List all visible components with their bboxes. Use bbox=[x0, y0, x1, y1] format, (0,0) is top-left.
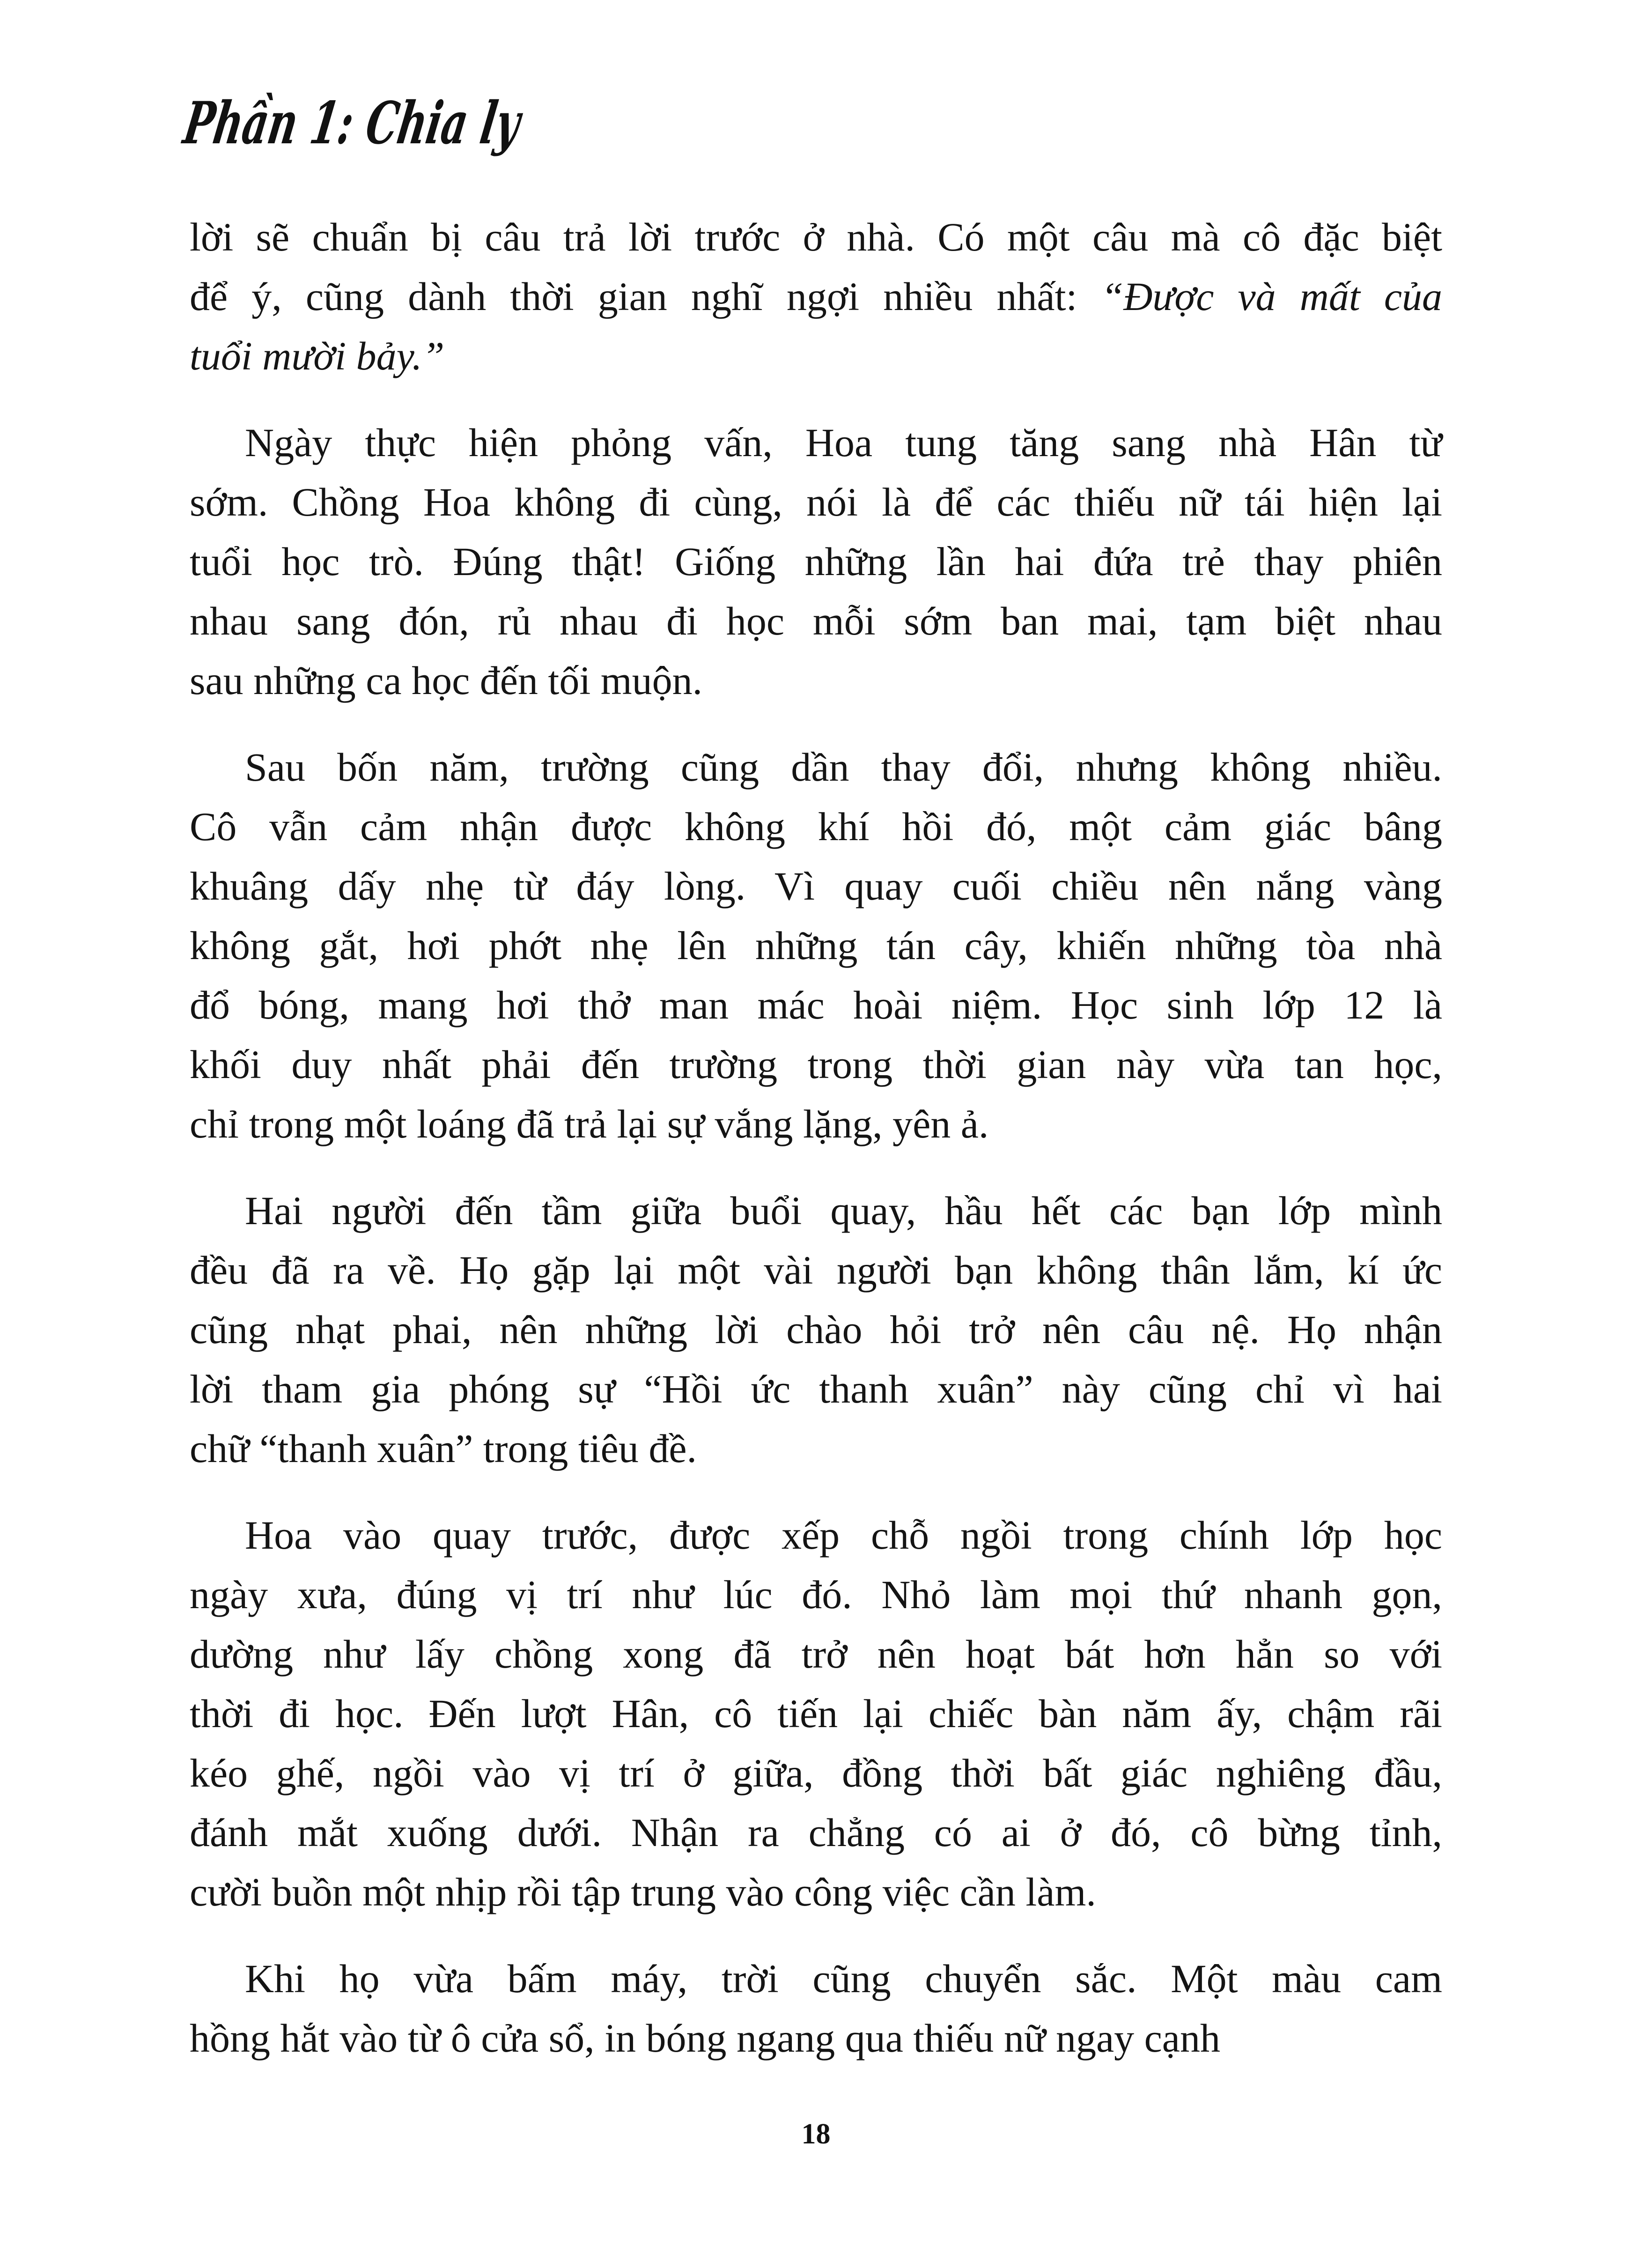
text-line bbox=[190, 1506, 1442, 1565]
paragraph bbox=[190, 207, 1442, 386]
paragraph bbox=[190, 413, 1442, 710]
text-line bbox=[190, 1743, 1442, 1803]
text-line bbox=[190, 2009, 1442, 2068]
text-line bbox=[190, 651, 1442, 710]
text-line bbox=[190, 591, 1442, 651]
text-run: khối duy nhất phải đến trường trong thời gian này vừa tan học, bbox=[190, 1042, 1442, 1087]
page-number: 18 bbox=[801, 2118, 831, 2150]
text-line bbox=[190, 1949, 1442, 2009]
text-line bbox=[190, 473, 1442, 532]
italic-text-run: tuổi mười bảy.” bbox=[190, 333, 445, 378]
text-line bbox=[190, 532, 1442, 591]
text-line bbox=[190, 413, 1442, 473]
paragraph bbox=[190, 1506, 1442, 1922]
text-run: thời đi học. Đến lượt Hân, cô tiến lại chiếc bàn năm ấy, chậm rãi bbox=[190, 1691, 1442, 1736]
text-run: để ý, cũng dành thời gian nghĩ ngợi nhiều nhất: bbox=[190, 274, 1101, 319]
text-line bbox=[190, 916, 1442, 975]
text-run: không gắt, hơi phớt nhẹ lên những tán cây, khiến những tòa nhà bbox=[190, 923, 1442, 968]
text-run: đổ bóng, mang hơi thở man mác hoài niệm. Học sinh lớp 12 là bbox=[190, 983, 1442, 1027]
text-run: sớm. Chồng Hoa không đi cùng, nói là để các thiếu nữ tái hiện lại bbox=[190, 480, 1442, 525]
text-line bbox=[190, 1181, 1442, 1241]
text-run: Ngày thực hiện phỏng vấn, Hoa tung tăng sang nhà Hân từ bbox=[245, 420, 1442, 465]
text-run: sau những ca học đến tối muộn. bbox=[190, 658, 703, 703]
text-line bbox=[190, 1359, 1442, 1419]
text-run: đánh mắt xuống dưới. Nhận ra chẳng có ai ở đó, cô bừng tỉnh, bbox=[190, 1810, 1442, 1855]
text-line bbox=[190, 1094, 1442, 1154]
italic-text-run: “Được và mất của bbox=[1101, 274, 1442, 319]
text-run: cũng nhạt phai, nên những lời chào hỏi trở nên câu nệ. Họ nhận bbox=[190, 1307, 1442, 1352]
text-run: nhau sang đón, rủ nhau đi học mỗi sớm ban mai, tạm biệt nhau bbox=[190, 598, 1442, 643]
text-run: chỉ trong một loáng đã trả lại sự vắng lặng, yên ả. bbox=[190, 1101, 989, 1146]
text-line bbox=[190, 1803, 1442, 1862]
text-line bbox=[190, 1241, 1442, 1300]
text-run: ngày xưa, đúng vị trí như lúc đó. Nhỏ làm mọi thứ nhanh gọn, bbox=[190, 1572, 1442, 1617]
text-line bbox=[190, 975, 1442, 1035]
body-text bbox=[190, 207, 1442, 2068]
text-run: cười buồn một nhịp rồi tập trung vào công việc cần làm. bbox=[190, 1869, 1096, 1914]
text-run: tuổi học trò. Đúng thật! Giống những lần hai đứa trẻ thay phiên bbox=[190, 539, 1442, 584]
chapter-header: Phần 1: Chia ly bbox=[179, 89, 525, 157]
text-run: Cô vẫn cảm nhận được không khí hồi đó, một cảm giác bâng bbox=[190, 804, 1442, 849]
text-line bbox=[190, 857, 1442, 916]
text-run: chữ “thanh xuân” trong tiêu đề. bbox=[190, 1426, 697, 1471]
text-run: Sau bốn năm, trường cũng dần thay đổi, nhưng không nhiều. bbox=[245, 745, 1442, 790]
text-line bbox=[190, 1300, 1442, 1359]
text-line bbox=[190, 738, 1442, 797]
text-line bbox=[190, 1684, 1442, 1743]
text-line bbox=[190, 1862, 1442, 1922]
text-run: hồng hắt vào từ ô cửa sổ, in bóng ngang qua thiếu nữ ngay cạnh bbox=[190, 2016, 1220, 2061]
text-line bbox=[190, 326, 1442, 386]
text-line bbox=[190, 1625, 1442, 1684]
text-line bbox=[190, 1035, 1442, 1094]
paragraph bbox=[190, 738, 1442, 1154]
text-run: đều đã ra về. Họ gặp lại một vài người bạn không thân lắm, kí ức bbox=[190, 1248, 1442, 1293]
text-line bbox=[190, 797, 1442, 857]
text-line bbox=[190, 267, 1442, 326]
text-run: lời tham gia phóng sự “Hồi ức thanh xuân” này cũng chỉ vì hai bbox=[190, 1367, 1442, 1411]
text-run: Hai người đến tầm giữa buổi quay, hầu hết các bạn lớp mình bbox=[245, 1188, 1442, 1233]
paragraph bbox=[190, 1181, 1442, 1478]
text-line bbox=[190, 1565, 1442, 1625]
text-run: khuâng dấy nhẹ từ đáy lòng. Vì quay cuối chiều nên nắng vàng bbox=[190, 864, 1442, 909]
text-run: kéo ghế, ngồi vào vị trí ở giữa, đồng thời bất giác nghiêng đầu, bbox=[190, 1751, 1442, 1795]
text-line bbox=[190, 207, 1442, 267]
paragraph bbox=[190, 1949, 1442, 2068]
text-run: dường như lấy chồng xong đã trở nên hoạt bát hơn hẳn so với bbox=[190, 1632, 1442, 1677]
text-run: lời sẽ chuẩn bị câu trả lời trước ở nhà. Có một câu mà cô đặc biệt bbox=[190, 214, 1442, 259]
text-line bbox=[190, 1419, 1442, 1478]
text-run: Hoa vào quay trước, được xếp chỗ ngồi trong chính lớp học bbox=[245, 1513, 1442, 1558]
text-run: Khi họ vừa bấm máy, trời cũng chuyển sắc. Một màu cam bbox=[245, 1956, 1442, 2001]
